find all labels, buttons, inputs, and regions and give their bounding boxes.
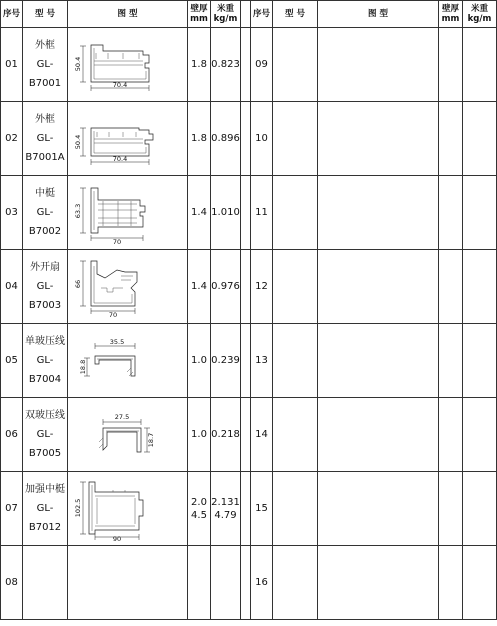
profile-drawing-cell: [68, 250, 188, 324]
single-glazing-bead-drawing: [73, 328, 183, 394]
thickness-cell-right: [439, 176, 463, 250]
profile-code: GL-B7002: [28, 207, 62, 237]
dimension-width: 70.4: [112, 80, 127, 89]
profile-name: 外框: [35, 114, 55, 125]
weight-cell: [211, 28, 241, 102]
header-row: [1, 1, 497, 28]
spacer-cell: [241, 398, 251, 472]
model-cell: [23, 546, 68, 620]
profile-drawing-cell: [68, 472, 188, 546]
profile-code: GL-B7004: [28, 355, 62, 385]
outer-frame-a-profile-drawing: [73, 106, 183, 172]
model-cell: [23, 472, 68, 546]
dimension-width: 70.4: [112, 154, 127, 163]
thickness-cell: [188, 472, 211, 546]
weight-cell-right: [463, 28, 497, 102]
spacer-cell: [241, 102, 251, 176]
dimension-height: 50.4: [73, 134, 82, 149]
table-row: [1, 176, 497, 250]
header-weight-cn: 米重: [216, 4, 234, 14]
profile-name: 双玻压线: [25, 410, 65, 421]
dimension-height: 18.8: [78, 359, 87, 374]
spacer-cell: [241, 472, 251, 546]
header-seq-right: 序号: [251, 1, 273, 28]
header-weight-cn-right: 米重: [470, 4, 488, 14]
row-number: 05: [1, 324, 23, 398]
model-cell-right: [273, 398, 318, 472]
weight-cell-right: [463, 472, 497, 546]
weight-cell: [211, 472, 241, 546]
model-cell-right: [273, 324, 318, 398]
outward-sash-profile-drawing: [73, 254, 183, 320]
weight-cell: [211, 102, 241, 176]
header-thickness-cn: 壁厚: [190, 4, 208, 14]
thickness-cell-right: [439, 28, 463, 102]
thickness-value: 1.0: [191, 429, 207, 440]
row-number-right: 13: [251, 324, 273, 398]
thickness-value: 1.4: [191, 281, 207, 292]
profile-drawing-cell-right: [318, 28, 439, 102]
table-row: [1, 398, 497, 472]
weight-value: 0.239: [211, 355, 240, 366]
row-number-right: 16: [251, 546, 273, 620]
thickness-cell: [188, 250, 211, 324]
header-model-right: 型 号: [273, 1, 318, 28]
profile-code: GL-B7005: [28, 429, 62, 459]
row-number-right: 15: [251, 472, 273, 546]
thickness-value: 1.8: [191, 133, 207, 144]
profile-drawing-cell-right: [318, 176, 439, 250]
profile-drawing-cell: [68, 102, 188, 176]
dimension-width: 27.5: [114, 412, 129, 421]
profile-drawing-cell: [68, 176, 188, 250]
row-number: 04: [1, 250, 23, 324]
model-cell-right: [273, 472, 318, 546]
thickness-value: 1.4: [191, 207, 207, 218]
weight-cell: [211, 398, 241, 472]
thickness-value: 1.0: [191, 355, 207, 366]
weight-value: 0.896: [211, 133, 240, 144]
profile-name: 加强中梃: [25, 484, 65, 495]
model-cell: [23, 28, 68, 102]
thickness-value: 1.8: [191, 59, 207, 70]
model-cell-right: [273, 28, 318, 102]
reinforced-mullion-profile-drawing: [73, 476, 183, 542]
header-thickness: [188, 1, 211, 28]
profile-drawing-cell-right: [318, 102, 439, 176]
weight-cell: [211, 176, 241, 250]
row-number-right: 12: [251, 250, 273, 324]
table-row: [1, 250, 497, 324]
profile-name: 外框: [35, 40, 55, 51]
weight-cell-right: [463, 398, 497, 472]
spacer-cell: [241, 250, 251, 324]
profile-drawing-cell: [68, 398, 188, 472]
profile-code: GL-B7012: [28, 503, 62, 533]
spacer-cell: [241, 28, 251, 102]
dimension-height: 50.4: [73, 56, 82, 71]
row-number: 08: [1, 546, 23, 620]
profile-drawing-cell-right: [318, 398, 439, 472]
weight-cell: [211, 250, 241, 324]
row-number-right: 10: [251, 102, 273, 176]
thickness-cell-right: [439, 324, 463, 398]
spacer-column: [241, 1, 251, 28]
header-weight-unit-right: kg/m: [467, 14, 492, 24]
dimension-height: 63.3: [73, 203, 82, 218]
thickness-cell-right: [439, 398, 463, 472]
weight-value: 4.79: [214, 509, 237, 521]
dimension-width: 35.5: [109, 337, 124, 346]
model-cell-right: [273, 176, 318, 250]
model-cell: [23, 324, 68, 398]
mullion-profile-drawing: [73, 180, 183, 246]
model-cell: [23, 398, 68, 472]
outer-frame-profile-drawing: [73, 32, 183, 98]
weight-value: 0.218: [211, 429, 240, 440]
profile-drawing-cell-right: [318, 324, 439, 398]
model-cell-right: [273, 102, 318, 176]
profile-name: 中梃: [35, 188, 55, 199]
row-number: 07: [1, 472, 23, 546]
weight-value: 1.010: [211, 207, 240, 218]
spacer-cell: [241, 546, 251, 620]
weight-cell: [211, 546, 241, 620]
thickness-cell: [188, 324, 211, 398]
thickness-cell-right: [439, 472, 463, 546]
row-number-right: 11: [251, 176, 273, 250]
header-thickness-right: [439, 1, 463, 28]
model-cell: [23, 250, 68, 324]
thickness-cell-right: [439, 546, 463, 620]
dimension-width: 70: [112, 237, 121, 246]
row-number: 01: [1, 28, 23, 102]
weight-cell-right: [463, 250, 497, 324]
table-row: [1, 546, 497, 620]
model-cell-right: [273, 546, 318, 620]
model-cell-right: [273, 250, 318, 324]
dimension-height: 18.7: [146, 432, 155, 447]
dimension-height: 66: [73, 279, 82, 288]
row-number: 06: [1, 398, 23, 472]
header-thickness-cn-right: 壁厚: [441, 4, 459, 14]
profile-drawing-cell: [68, 546, 188, 620]
thickness-cell: [188, 102, 211, 176]
row-number: 03: [1, 176, 23, 250]
row-number-right: 14: [251, 398, 273, 472]
weight-cell-right: [463, 324, 497, 398]
weight-value: 2.131: [211, 496, 240, 508]
weight-cell-right: [463, 102, 497, 176]
weight-cell-right: [463, 546, 497, 620]
dimension-width: 90: [112, 534, 121, 542]
row-number: 02: [1, 102, 23, 176]
model-cell: [23, 176, 68, 250]
header-weight-unit: kg/m: [213, 14, 238, 24]
profile-drawing-cell-right: [318, 546, 439, 620]
thickness-cell-right: [439, 250, 463, 324]
thickness-value: 4.5: [191, 509, 207, 521]
weight-value: 0.976: [211, 281, 240, 292]
profile-drawing-cell-right: [318, 250, 439, 324]
header-thickness-unit: mm: [190, 14, 208, 24]
profile-code: GL-B7001A: [25, 133, 65, 163]
header-thickness-unit-right: mm: [441, 14, 460, 24]
header-weight: [211, 1, 241, 28]
thickness-cell: [188, 176, 211, 250]
dimension-height: 102.5: [73, 498, 82, 517]
header-drawing-right: 图 型: [318, 1, 439, 28]
table-row: [1, 28, 497, 102]
thickness-cell: [188, 28, 211, 102]
table-row: [1, 324, 497, 398]
spacer-cell: [241, 324, 251, 398]
thickness-cell: [188, 546, 211, 620]
profile-drawing-cell: [68, 28, 188, 102]
header-drawing: 图 型: [68, 1, 188, 28]
header-model: 型 号: [23, 1, 68, 28]
header-weight-right: [463, 1, 497, 28]
thickness-value: 2.0: [191, 496, 207, 508]
header-seq: 序号: [1, 1, 23, 28]
profile-name: 单玻压线: [25, 336, 65, 347]
thickness-cell: [188, 398, 211, 472]
profile-code: GL-B7003: [28, 281, 62, 311]
profile-drawing-cell: [68, 324, 188, 398]
weight-value: 0.823: [211, 59, 240, 70]
weight-cell-right: [463, 176, 497, 250]
profile-name: 外开扇: [30, 262, 60, 273]
table-row: [1, 472, 497, 546]
double-glazing-bead-drawing: [73, 402, 183, 468]
table-row: [1, 102, 497, 176]
row-number-right: 09: [251, 28, 273, 102]
dimension-width: 70: [108, 310, 117, 319]
model-cell: [23, 102, 68, 176]
spacer-cell: [241, 176, 251, 250]
profile-code: GL-B7001: [28, 59, 62, 89]
profile-drawing-cell-right: [318, 472, 439, 546]
thickness-cell-right: [439, 102, 463, 176]
weight-cell: [211, 324, 241, 398]
